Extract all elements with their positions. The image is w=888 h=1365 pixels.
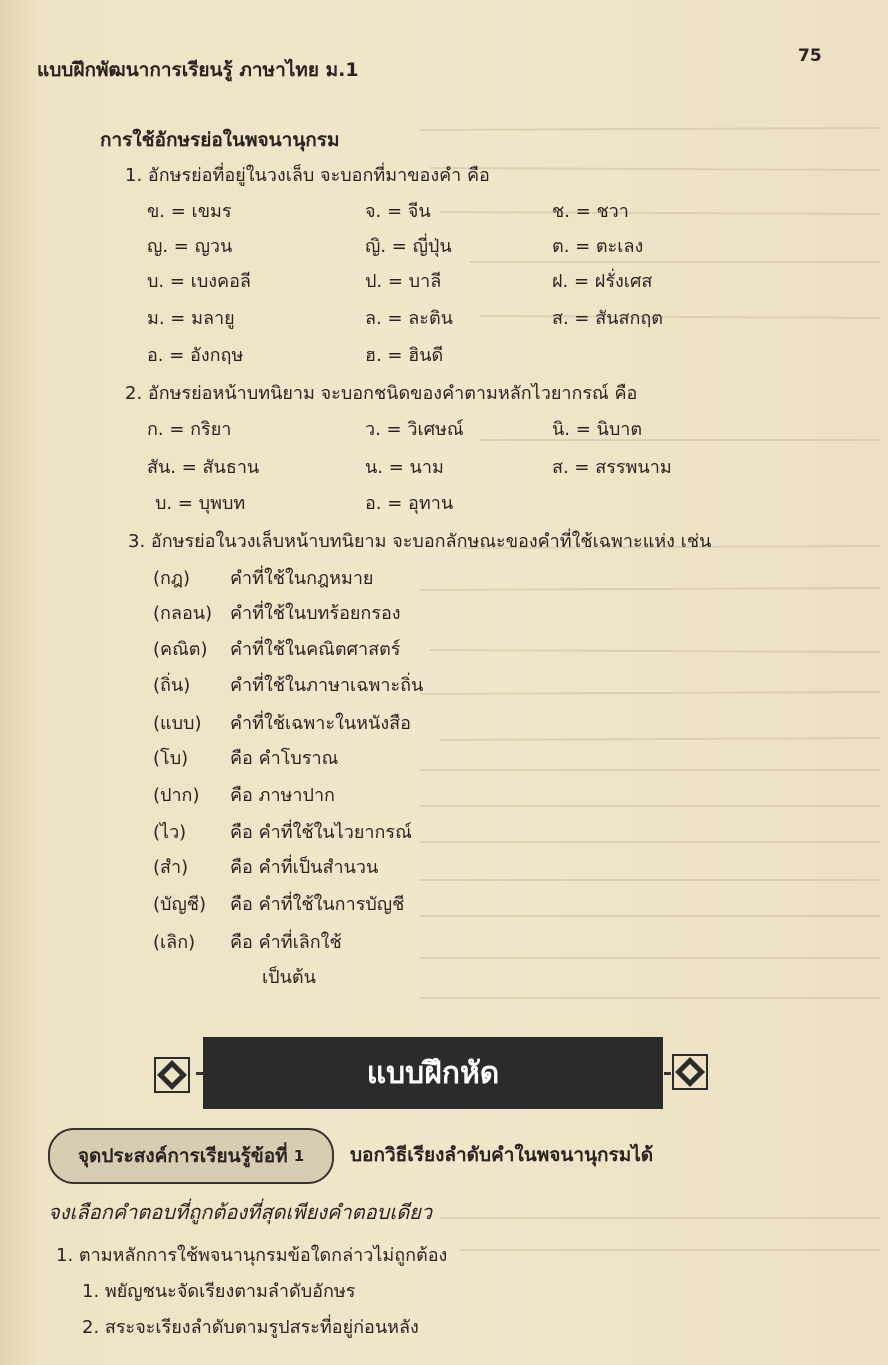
objective-text: บอกวิธีเรียงลำดับคำในพจนานุกรมได้ <box>350 1144 654 1166</box>
usage-desc: คำที่ใช้ในคณิตศาสตร์ <box>230 639 401 660</box>
usage-desc: คำที่ใช้ในกฎหมาย <box>230 568 374 589</box>
abbr-entry: ส. = สันสกฤต <box>552 308 663 329</box>
usage-abbr: (ไว) <box>153 822 187 843</box>
usage-desc: คำที่ใช้ในภาษาเฉพาะถิ่น <box>230 675 424 696</box>
usage-desc: คือ ภาษาปาก <box>230 785 335 806</box>
usage-abbr: (โบ) <box>153 748 189 769</box>
abbr-entry: ล. = ละติน <box>365 308 453 329</box>
usage-desc: คือ คำที่เลิกใช้ <box>230 932 342 953</box>
abbr-entry: อ. = อังกฤษ <box>147 345 244 366</box>
abbr-entry: จ. = จีน <box>365 201 431 222</box>
abbr-entry: อ. = อุทาน <box>365 493 454 514</box>
abbr-entry: ฝ. = ฝรั่งเศส <box>552 271 653 292</box>
page-number: 75 <box>798 46 822 66</box>
section-title: การใช้อักษรย่อในพจนานุกรม <box>100 129 340 151</box>
usage-abbr: (คณิต) <box>153 639 208 660</box>
usage-abbr: (กฎ) <box>153 568 191 589</box>
abbr-entry: น. = นาม <box>365 457 444 478</box>
usage-abbr: (บัญชี) <box>153 894 207 915</box>
abbr-entry: บ. = เบงคอลี <box>147 271 251 292</box>
closing-text: เป็นต้น <box>262 967 316 988</box>
abbr-entry: ว. = วิเศษณ์ <box>365 419 464 440</box>
part2-heading: 2. อักษรย่อหน้าบทนิยาม จะบอกชนิดของคำตามหลักไวยากรณ์ คือ <box>125 383 638 404</box>
abbr-entry: ม. = มลายู <box>147 308 235 329</box>
answer-option: 1. พยัญชนะจัดเรียงตามลำดับอักษร <box>82 1281 356 1302</box>
usage-abbr: (ปาก) <box>153 785 200 806</box>
usage-abbr: (กลอน) <box>153 603 213 624</box>
abbr-entry: ฮ. = ฮินดี <box>365 345 444 366</box>
usage-desc: คือ คำโบราณ <box>230 748 339 769</box>
usage-abbr: (แบบ) <box>153 713 202 734</box>
question-text: 1. ตามหลักการใช้พจนานุกรมข้อใดกล่าวไม่ถูกต้อง <box>56 1245 448 1266</box>
abbr-entry: ส. = สรรพนาม <box>552 457 672 478</box>
usage-desc: คือ คำที่เป็นสำนวน <box>230 857 379 878</box>
abbr-entry: บ. = บุพบท <box>155 493 246 514</box>
diamond-ornament-icon <box>154 1057 190 1093</box>
objective-label: จุดประสงค์การเรียนรู้ข้อที่ <box>77 1145 288 1167</box>
instruction-text: จงเลือกคำตอบที่ถูกต้องที่สุดเพียงคำตอบเดียว <box>48 1200 433 1224</box>
usage-desc: คำที่ใช้เฉพาะในหนังสือ <box>230 713 411 734</box>
abbr-entry: ต. = ตะเลง <box>552 236 644 257</box>
abbr-entry: ข. = เขมร <box>147 201 232 222</box>
objective-badge <box>48 1128 334 1184</box>
abbr-entry: ช. = ชวา <box>552 201 629 222</box>
objective-number: 1 <box>293 1147 305 1165</box>
abbr-entry: ญิ. = ญี่ปุ่น <box>365 236 452 257</box>
abbr-entry: นิ. = นิบาต <box>552 419 643 440</box>
abbr-entry: ป. = บาลี <box>365 271 442 292</box>
usage-abbr: (เลิก) <box>153 932 196 953</box>
abbr-entry: ญ. = ญวน <box>147 236 233 257</box>
running-header: แบบฝึกพัฒนาการเรียนรู้ ภาษาไทย ม.1 <box>37 59 359 81</box>
part1-heading: 1. อักษรย่อที่อยู่ในวงเล็บ จะบอกที่มาของคำ คือ <box>125 165 490 186</box>
banner-dots-left <box>196 1072 202 1075</box>
usage-abbr: (ถิ่น) <box>153 675 191 696</box>
part3-heading: 3. อักษรย่อในวงเล็บหน้าบทนิยาม จะบอกลักษณะของคำที่ใช้เฉพาะแห่ง เช่น <box>128 531 712 552</box>
diamond-ornament-icon <box>672 1054 708 1090</box>
banner-dots-right <box>664 1072 670 1075</box>
usage-desc: คือ คำที่ใช้ในการบัญชี <box>230 894 405 915</box>
usage-desc: คือ คำที่ใช้ในไวยากรณ์ <box>230 822 412 843</box>
abbr-entry: สัน. = สันธาน <box>147 457 260 478</box>
usage-desc: คำที่ใช้ในบทร้อยกรอง <box>230 603 401 624</box>
usage-abbr: (สำ) <box>153 857 189 878</box>
answer-option: 2. สระจะเรียงลำดับตามรูปสระที่อยู่ก่อนหลัง <box>82 1317 419 1338</box>
exercise-banner: แบบฝึกหัด <box>203 1037 663 1109</box>
abbr-entry: ก. = กริยา <box>147 419 232 440</box>
